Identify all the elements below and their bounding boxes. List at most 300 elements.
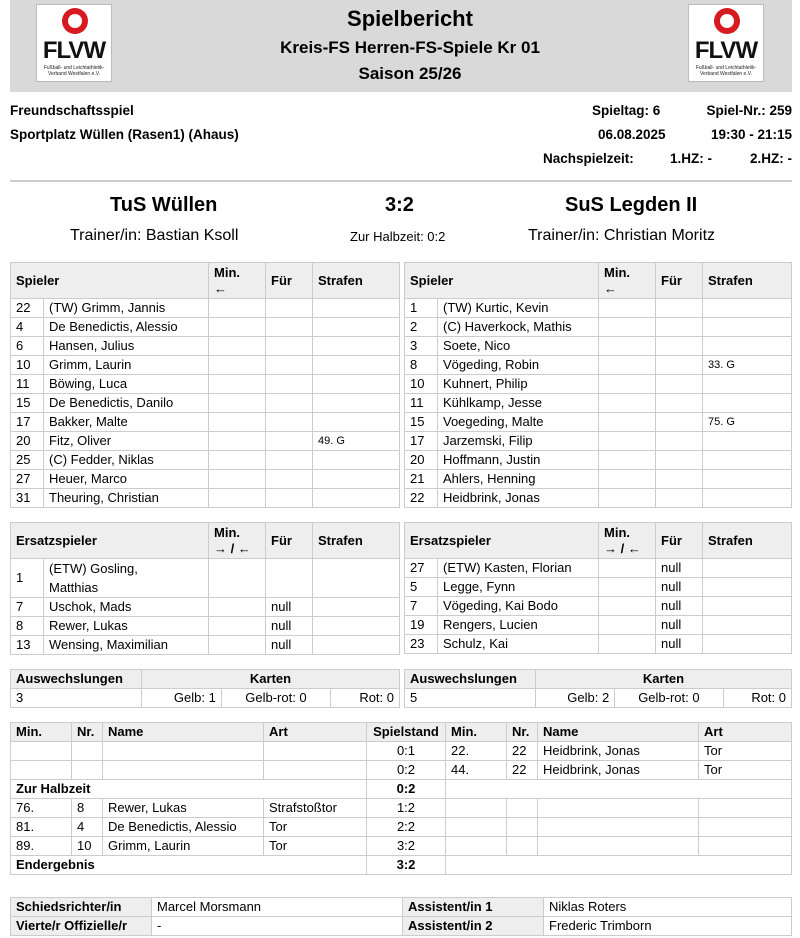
player-number: 5 <box>405 578 438 597</box>
event-home-type: Tor <box>264 837 367 856</box>
player-penalty <box>703 578 792 597</box>
player-number: 10 <box>405 375 438 394</box>
player-number: 27 <box>11 470 44 489</box>
player-name: Vögeding, Robin <box>438 356 599 375</box>
event-away-number: 22 <box>507 761 538 780</box>
players-header: Spieler <box>405 263 599 299</box>
player-for <box>266 451 313 470</box>
min-header: Min. → / ← <box>209 523 266 559</box>
player-name: Heuer, Marco <box>44 470 209 489</box>
event-home-number: 8 <box>72 799 103 818</box>
event-away-minute <box>446 818 507 837</box>
yellow-count: Gelb: 1 <box>142 689 222 708</box>
away-sub-row <box>405 559 792 578</box>
player-number: 8 <box>405 356 438 375</box>
stoppage-label: Nachspielzeit: <box>543 151 634 166</box>
player-number: 2 <box>405 318 438 337</box>
venue: Sportplatz Wüllen (Rasen1) (Ahaus) <box>10 127 239 142</box>
stoppage-first-half: 1.HZ: - <box>670 151 712 166</box>
player-number: 27 <box>405 559 438 578</box>
player-minute <box>209 356 266 375</box>
player-for: null <box>266 617 313 636</box>
red-count: Rot: 0 <box>331 689 400 708</box>
player-name: (C) Fedder, Niklas <box>44 451 209 470</box>
player-number: 25 <box>11 451 44 470</box>
home-player-row <box>11 337 400 356</box>
away-player-row <box>405 375 792 394</box>
for-header: Für <box>656 523 703 559</box>
final-row-label: Endergebnis <box>11 856 367 875</box>
away-lineup-table <box>404 262 792 508</box>
home-sub-row <box>11 598 400 617</box>
player-name: Voegeding, Malte <box>438 413 599 432</box>
event-home-name <box>103 761 264 780</box>
event-away-number: 22 <box>507 742 538 761</box>
subs-header: Ersatzspieler <box>405 523 599 559</box>
event-away-name: Heidbrink, Jonas <box>538 761 699 780</box>
home-player-row <box>11 451 400 470</box>
away-player-row <box>405 451 792 470</box>
fourth-official-name: - <box>152 917 403 936</box>
player-name: Rengers, Lucien <box>438 616 599 635</box>
player-name: Schulz, Kai <box>438 635 599 654</box>
player-for: null <box>266 598 313 617</box>
player-number: 22 <box>11 299 44 318</box>
page-title: Spielbericht <box>347 6 473 31</box>
player-penalty <box>313 318 400 337</box>
player-minute <box>599 489 656 508</box>
player-name: Legge, Fynn <box>438 578 599 597</box>
match-type: Freundschaftsspiel <box>10 103 134 118</box>
home-player-row <box>11 432 400 451</box>
player-number: 11 <box>405 394 438 413</box>
player-minute <box>599 299 656 318</box>
competition-title: Kreis-FS Herren-FS-Spiele Kr 01 <box>280 38 540 57</box>
home-player-row <box>11 356 400 375</box>
player-for <box>656 337 703 356</box>
player-for <box>656 356 703 375</box>
player-number: 10 <box>11 356 44 375</box>
referee-name: Marcel Morsmann <box>152 898 403 917</box>
player-minute <box>209 489 266 508</box>
home-player-row <box>11 470 400 489</box>
horse-emblem-icon <box>62 8 88 34</box>
final-row-spacer <box>446 856 792 875</box>
matchday: Spieltag: 6 <box>592 103 661 118</box>
yellowred-count: Gelb-rot: 0 <box>221 689 330 708</box>
player-name: De Benedictis, Alessio <box>44 318 209 337</box>
event-score: 2:2 <box>367 818 446 837</box>
away-team-name: SuS Legden II <box>565 194 698 216</box>
player-minute <box>599 470 656 489</box>
player-minute <box>209 451 266 470</box>
player-minute <box>209 432 266 451</box>
player-penalty <box>313 451 400 470</box>
player-penalty <box>703 451 792 470</box>
penalties-header: Strafen <box>313 523 400 559</box>
player-for <box>656 318 703 337</box>
player-for <box>266 337 313 356</box>
assistant2-label: Assistent/in 2 <box>403 917 544 936</box>
home-sub-row <box>11 559 400 598</box>
player-number: 4 <box>11 318 44 337</box>
home-player-row <box>11 489 400 508</box>
player-minute <box>599 337 656 356</box>
player-name: Heidbrink, Jonas <box>438 489 599 508</box>
stoppage-second-half: 2.HZ: - <box>750 151 792 166</box>
player-for <box>266 356 313 375</box>
penalties-header: Strafen <box>703 263 792 299</box>
event-row <box>11 837 792 856</box>
event-row <box>11 799 792 818</box>
player-name: Uschok, Mads <box>44 598 209 617</box>
event-away-minute: 44. <box>446 761 507 780</box>
player-minute <box>599 356 656 375</box>
home-player-row <box>11 375 400 394</box>
events-table <box>10 722 792 875</box>
player-minute <box>599 597 656 616</box>
home-trainer: Trainer/in: Bastian Ksoll <box>70 227 239 244</box>
assistant2-name: Frederic Trimborn <box>544 917 792 936</box>
event-away-type <box>699 818 792 837</box>
logo-subtext: Fußball- und Leichtathletik-Verband Westfalen e.V. <box>695 65 757 77</box>
player-for <box>656 375 703 394</box>
player-penalty: 75. G <box>703 413 792 432</box>
player-name: De Benedictis, Danilo <box>44 394 209 413</box>
player-for <box>266 394 313 413</box>
player-penalty <box>313 413 400 432</box>
assistant1-label: Assistent/in 1 <box>403 898 544 917</box>
home-player-row <box>11 318 400 337</box>
event-away-minute <box>446 837 507 856</box>
cards-header: Karten <box>142 670 400 689</box>
home-lineup-table <box>10 262 400 508</box>
player-for <box>266 299 313 318</box>
player-name: Bakker, Malte <box>44 413 209 432</box>
player-for: null <box>656 559 703 578</box>
player-minute <box>209 617 266 636</box>
player-penalty <box>703 559 792 578</box>
logo-subtext: Fußball- und Leichtathletik-Verband Westfalen e.V. <box>43 65 105 77</box>
away-player-row <box>405 432 792 451</box>
event-row <box>11 742 792 761</box>
events-type-header: Art <box>699 723 792 742</box>
away-sub-row <box>405 597 792 616</box>
event-score: 3:2 <box>367 837 446 856</box>
player-for <box>656 413 703 432</box>
player-penalty <box>703 432 792 451</box>
home-player-row <box>11 413 400 432</box>
player-name: Rewer, Lukas <box>44 617 209 636</box>
event-away-name <box>538 837 699 856</box>
event-home-name <box>103 742 264 761</box>
player-for <box>656 451 703 470</box>
player-name: Hansen, Julius <box>44 337 209 356</box>
match-date: 06.08.2025 <box>598 127 666 142</box>
player-for: null <box>266 636 313 655</box>
player-penalty <box>313 375 400 394</box>
away-sub-row <box>405 578 792 597</box>
divider <box>10 180 792 182</box>
logo-text: FLVW <box>42 37 106 64</box>
player-number: 13 <box>11 636 44 655</box>
event-home-type <box>264 742 367 761</box>
substitutions-header: Auswechslungen <box>11 670 142 689</box>
officials-table <box>10 897 792 936</box>
player-penalty <box>313 559 400 598</box>
horse-emblem-icon <box>714 8 740 34</box>
event-home-type: Tor <box>264 818 367 837</box>
player-penalty <box>703 318 792 337</box>
event-home-minute <box>11 761 72 780</box>
assistant1-name: Niklas Roters <box>544 898 792 917</box>
player-number: 11 <box>11 375 44 394</box>
penalties-header: Strafen <box>313 263 400 299</box>
substitutions-count: 5 <box>405 689 536 708</box>
player-penalty: 33. G <box>703 356 792 375</box>
away-player-row <box>405 299 792 318</box>
match-number: Spiel-Nr.: 259 <box>706 103 792 118</box>
for-header: Für <box>656 263 703 299</box>
substitutions-header: Auswechslungen <box>405 670 536 689</box>
player-penalty <box>313 489 400 508</box>
player-number: 22 <box>405 489 438 508</box>
player-penalty <box>313 636 400 655</box>
events-name-header: Name <box>538 723 699 742</box>
player-number: 1 <box>405 299 438 318</box>
event-row <box>11 761 792 780</box>
player-number: 31 <box>11 489 44 508</box>
player-name: Wensing, Maximilian <box>44 636 209 655</box>
player-for <box>656 470 703 489</box>
player-name: Hoffmann, Justin <box>438 451 599 470</box>
player-number: 17 <box>11 413 44 432</box>
player-minute <box>599 432 656 451</box>
player-penalty <box>703 337 792 356</box>
player-penalty <box>703 635 792 654</box>
event-score: 0:1 <box>367 742 446 761</box>
event-home-type: Strafstoßtor <box>264 799 367 818</box>
player-for <box>656 432 703 451</box>
player-number: 7 <box>11 598 44 617</box>
player-number: 7 <box>405 597 438 616</box>
event-home-name: Rewer, Lukas <box>103 799 264 818</box>
player-penalty <box>703 470 792 489</box>
player-name: (TW) Grimm, Jannis <box>44 299 209 318</box>
player-number: 1 <box>11 559 44 598</box>
event-home-minute <box>11 742 72 761</box>
player-penalty <box>703 616 792 635</box>
player-penalty <box>313 394 400 413</box>
home-sub-row <box>11 617 400 636</box>
player-for <box>266 375 313 394</box>
event-away-number <box>507 837 538 856</box>
player-penalty <box>313 470 400 489</box>
home-sub-row <box>11 636 400 655</box>
away-sub-row <box>405 616 792 635</box>
event-away-minute: 22. <box>446 742 507 761</box>
events-nr-header: Nr. <box>72 723 103 742</box>
event-home-number: 4 <box>72 818 103 837</box>
event-score: 1:2 <box>367 799 446 818</box>
away-player-row <box>405 356 792 375</box>
player-for: null <box>656 597 703 616</box>
player-number: 20 <box>11 432 44 451</box>
players-header: Spieler <box>11 263 209 299</box>
player-for <box>266 559 313 598</box>
events-min-header: Min. <box>446 723 507 742</box>
player-minute <box>599 375 656 394</box>
home-team-name: TuS Wüllen <box>110 194 218 216</box>
event-away-name <box>538 818 699 837</box>
event-away-type: Tor <box>699 742 792 761</box>
player-name: Vögeding, Kai Bodo <box>438 597 599 616</box>
player-penalty <box>703 597 792 616</box>
player-for: null <box>656 578 703 597</box>
player-minute <box>599 559 656 578</box>
player-name: Theuring, Christian <box>44 489 209 508</box>
player-penalty <box>313 598 400 617</box>
player-number: 15 <box>405 413 438 432</box>
player-number: 15 <box>11 394 44 413</box>
player-for <box>266 489 313 508</box>
cards-header: Karten <box>536 670 792 689</box>
logo-text: FLVW <box>694 37 758 64</box>
player-name: (ETW) Gosling, Matthias <box>44 559 209 598</box>
player-name: Soete, Nico <box>438 337 599 356</box>
player-minute <box>599 318 656 337</box>
player-name: Grimm, Laurin <box>44 356 209 375</box>
player-name: Kühlkamp, Jesse <box>438 394 599 413</box>
player-minute <box>209 636 266 655</box>
player-minute <box>209 318 266 337</box>
player-penalty <box>703 299 792 318</box>
player-minute <box>599 578 656 597</box>
min-header: Min. → / ← <box>599 523 656 559</box>
player-penalty <box>313 337 400 356</box>
event-home-name: De Benedictis, Alessio <box>103 818 264 837</box>
player-penalty <box>703 489 792 508</box>
player-name: Kuhnert, Philip <box>438 375 599 394</box>
player-for: null <box>656 635 703 654</box>
match-time: 19:30 - 21:15 <box>710 127 792 142</box>
away-subs-table <box>404 522 792 654</box>
event-away-minute <box>446 799 507 818</box>
home-player-row <box>11 299 400 318</box>
halftime-row-score: 0:2 <box>367 780 446 799</box>
player-minute <box>209 559 266 598</box>
event-home-minute: 76. <box>11 799 72 818</box>
player-number: 19 <box>405 616 438 635</box>
yellow-count: Gelb: 2 <box>536 689 615 708</box>
player-for <box>266 470 313 489</box>
away-player-row <box>405 318 792 337</box>
final-row <box>11 856 792 875</box>
event-away-number <box>507 799 538 818</box>
player-penalty <box>313 356 400 375</box>
player-number: 8 <box>11 617 44 636</box>
player-for <box>656 394 703 413</box>
home-summary-table <box>10 669 400 708</box>
event-away-name: Heidbrink, Jonas <box>538 742 699 761</box>
player-for: null <box>656 616 703 635</box>
halftime-row-spacer <box>446 780 792 799</box>
event-home-type <box>264 761 367 780</box>
player-penalty: 49. G <box>313 432 400 451</box>
player-minute <box>209 598 266 617</box>
player-penalty <box>703 394 792 413</box>
away-player-row <box>405 413 792 432</box>
yellowred-count: Gelb-rot: 0 <box>615 689 723 708</box>
player-for <box>266 413 313 432</box>
substitutions-count: 3 <box>11 689 142 708</box>
referee-label: Schiedsrichter/in <box>11 898 152 917</box>
event-away-type <box>699 799 792 818</box>
report-header <box>10 0 792 92</box>
event-home-number <box>72 742 103 761</box>
event-away-number <box>507 818 538 837</box>
away-trainer: Trainer/in: Christian Moritz <box>528 227 716 244</box>
events-min-header: Min. <box>11 723 72 742</box>
player-minute <box>209 394 266 413</box>
final-score: 3:2 <box>385 194 414 216</box>
player-minute <box>599 451 656 470</box>
player-number: 21 <box>405 470 438 489</box>
for-header: Für <box>266 263 313 299</box>
player-minute <box>209 375 266 394</box>
player-for <box>266 318 313 337</box>
home-player-row <box>11 394 400 413</box>
for-header: Für <box>266 523 313 559</box>
min-header: Min. ← <box>599 263 656 299</box>
away-player-row <box>405 470 792 489</box>
halftime-row-label: Zur Halbzeit <box>11 780 367 799</box>
event-away-type <box>699 837 792 856</box>
player-number: 23 <box>405 635 438 654</box>
fourth-official-label: Vierte/r Offizielle/r <box>11 917 152 936</box>
player-minute <box>209 413 266 432</box>
player-penalty <box>313 299 400 318</box>
events-score-header: Spielstand <box>367 723 446 742</box>
event-away-name <box>538 799 699 818</box>
away-player-row <box>405 489 792 508</box>
player-minute <box>599 394 656 413</box>
player-minute <box>599 616 656 635</box>
final-row-score: 3:2 <box>367 856 446 875</box>
player-number: 3 <box>405 337 438 356</box>
away-player-row <box>405 394 792 413</box>
event-home-name: Grimm, Laurin <box>103 837 264 856</box>
player-name: (ETW) Kasten, Florian <box>438 559 599 578</box>
home-subs-table <box>10 522 400 655</box>
player-number: 20 <box>405 451 438 470</box>
halftime-score: Zur Halbzeit: 0:2 <box>350 229 446 244</box>
player-for <box>656 299 703 318</box>
event-away-type: Tor <box>699 761 792 780</box>
event-home-number: 10 <box>72 837 103 856</box>
player-name: Ahlers, Henning <box>438 470 599 489</box>
events-type-header: Art <box>264 723 367 742</box>
player-name: (C) Haverkock, Mathis <box>438 318 599 337</box>
season-title: Saison 25/26 <box>358 64 462 83</box>
player-name: Böwing, Luca <box>44 375 209 394</box>
subs-header: Ersatzspieler <box>11 523 209 559</box>
event-row <box>11 818 792 837</box>
player-name: Jarzemski, Filip <box>438 432 599 451</box>
player-minute <box>599 635 656 654</box>
player-minute <box>599 413 656 432</box>
penalties-header: Strafen <box>703 523 792 559</box>
